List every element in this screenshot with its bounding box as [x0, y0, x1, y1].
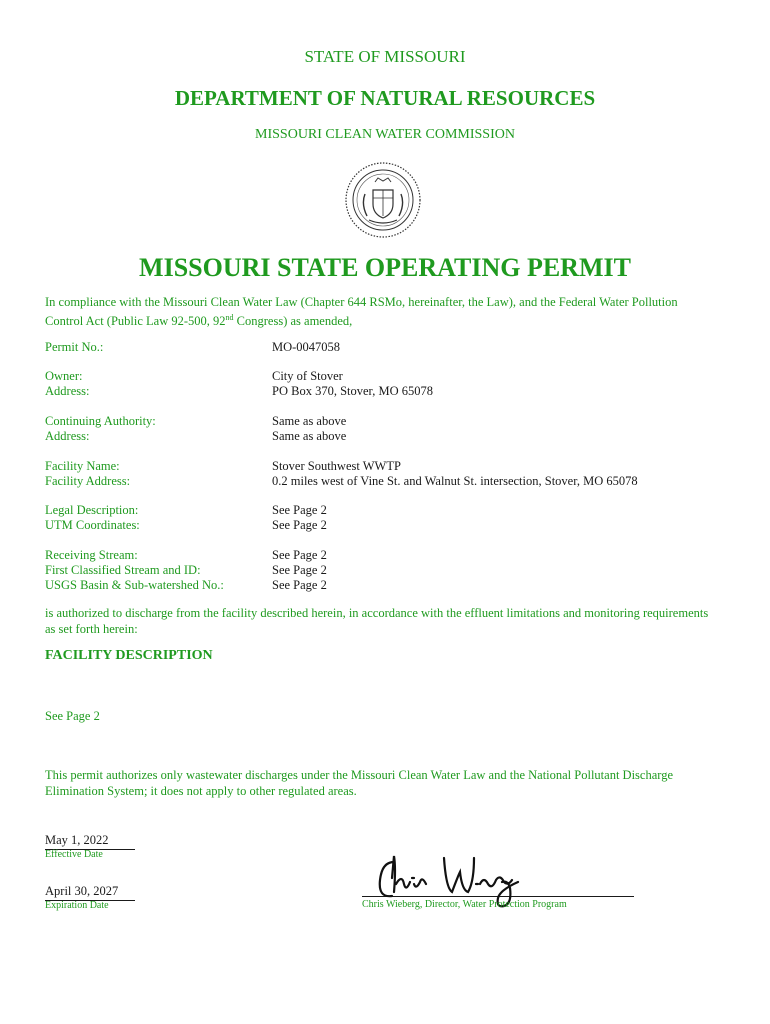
ca-address-value: Same as above: [272, 429, 347, 443]
owner-value: City of Stover: [272, 369, 343, 383]
intro-line-1: In compliance with the Missouri Clean Water Law (Chapter 644 RSMo, hereinafter, the Law), and the Federal Water Pollution: [45, 295, 678, 309]
continuing-authority-value: Same as above: [272, 414, 347, 428]
intro-line-2: [45, 310, 735, 329]
department-heading: DEPARTMENT OF NATURAL RESOURCES: [174, 86, 596, 110]
owner-address-label: Address:: [45, 384, 90, 398]
authorization-paragraph: [45, 605, 735, 637]
legal-description-label: Legal Description:: [45, 503, 139, 517]
owner-label: Owner:: [45, 369, 83, 383]
effective-date-value: May 1, 2022: [45, 833, 135, 850]
signatory-caption: Chris Wieberg, Director, Water Protection Program: [362, 899, 567, 910]
continuing-authority-label: Continuing Authority:: [45, 414, 156, 428]
legal-description-value: See Page 2: [272, 503, 327, 517]
scope-paragraph: [45, 767, 735, 799]
authorization-line-2: as set forth herein:: [45, 622, 138, 636]
scope-line-1: This permit authorizes only wastewater discharges under the Missouri Clean Water Law and the National Pollutant Discharge: [45, 768, 673, 782]
intro-line-2-text: Control Act (Public Law 92-500, 92: [45, 314, 226, 329]
state-heading: STATE OF MISSOURI: [304, 47, 466, 66]
receiving-stream-label: Receiving Stream:: [45, 548, 138, 562]
expiration-date-value: April 30, 2027: [45, 884, 135, 901]
facility-address-value: 0.2 miles west of Vine St. and Walnut St. intersection, Stover, MO 65078: [272, 474, 638, 488]
first-classified-label: First Classified Stream and ID:: [45, 563, 201, 577]
expiration-date-label: Expiration Date: [45, 900, 109, 911]
facility-name-label: Facility Name:: [45, 459, 120, 473]
intro-superscript: nd: [225, 313, 234, 322]
utm-label: UTM Coordinates:: [45, 518, 140, 532]
facility-description-body: See Page 2: [45, 709, 100, 723]
scope-line-2: Elimination System; it does not apply to other regulated areas.: [45, 784, 357, 798]
permit-title: MISSOURI STATE OPERATING PERMIT: [139, 253, 631, 282]
intro-paragraph: [45, 294, 735, 329]
usgs-basin-value: See Page 2: [272, 578, 327, 592]
facility-description-heading: FACILITY DESCRIPTION: [45, 648, 213, 663]
first-classified-value: See Page 2: [272, 563, 327, 577]
permit-no-value: MO-0047058: [272, 340, 341, 354]
usgs-basin-label: USGS Basin & Sub-watershed No.:: [45, 578, 224, 592]
receiving-stream-value: See Page 2: [272, 548, 327, 562]
facility-name-value: Stover Southwest WWTP: [272, 459, 401, 473]
effective-date-label: Effective Date: [45, 849, 103, 860]
utm-value: See Page 2: [272, 518, 327, 532]
authorization-line-1: is authorized to discharge from the facility described herein, in accordance with the effluent limitations and monitoring requirements: [45, 606, 709, 620]
intro-line-2-end: Congress) as amended,: [233, 314, 353, 329]
permit-no-label: Permit No.:: [45, 340, 104, 354]
facility-address-label: Facility Address:: [45, 474, 131, 488]
state-seal-icon: [343, 160, 423, 240]
ca-address-label: Address:: [45, 429, 90, 443]
commission-heading: MISSOURI CLEAN WATER COMMISSION: [255, 127, 515, 142]
owner-address-value: PO Box 370, Stover, MO 65078: [272, 384, 433, 398]
